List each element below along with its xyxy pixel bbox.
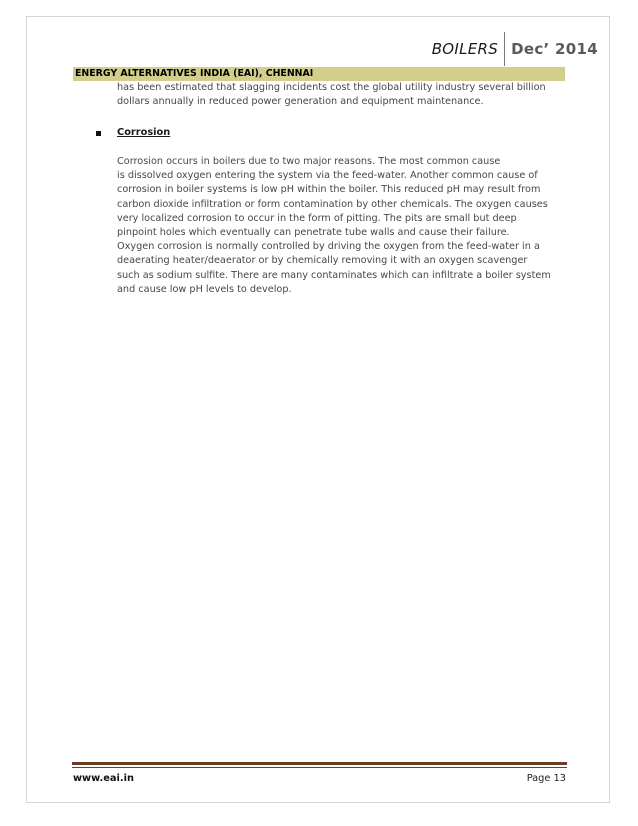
bullet-icon	[96, 131, 101, 136]
section-heading: Corrosion	[117, 127, 171, 138]
page-header	[432, 32, 598, 66]
footer-website-link[interactable]: www.eai.in	[73, 773, 134, 784]
body-line: carbon dioxide infiltration or form contamination by other chemicals. The oxygen causes	[117, 198, 548, 210]
body-line: pinpoint holes which eventually can penetrate tube walls and cause their failure.	[117, 227, 510, 239]
intro-line: dollars annually in reduced power generation and equipment maintenance.	[117, 96, 484, 108]
body-line: deaerating heater/deaerator or by chemically removing it with an oxygen scavenger	[117, 255, 528, 267]
intro-line: has been estimated that slagging incidents cost the global utility industry several billion	[117, 82, 546, 93]
body-line: and cause low pH levels to develop.	[117, 283, 292, 295]
body-line: Corrosion occurs in boilers due to two major reasons. The most common cause	[117, 156, 501, 167]
body-line: Oxygen corrosion is normally controlled by driving the oxygen from the feed-water in a	[117, 241, 540, 253]
footer-rule	[72, 762, 567, 765]
footer-rule-thin	[72, 767, 567, 768]
header-date: Dec’ 2014	[511, 40, 598, 58]
body-line: very localized corrosion to occur in the form of pitting. The pits are small but deep	[117, 212, 517, 224]
body-line: is dissolved oxygen entering the system via the feed-water. Another common cause of	[117, 170, 538, 182]
footer-page-number: Page 13	[526, 773, 566, 784]
intro-paragraph	[117, 81, 567, 109]
section-body	[117, 155, 569, 297]
body-line: such as sodium sulfite. There are many contaminates which can infiltrate a boiler system	[117, 269, 551, 281]
organization-banner: ENERGY ALTERNATIVES INDIA (EAI), CHENNAI	[73, 67, 565, 81]
page-frame	[26, 16, 610, 803]
header-title: BOILERS	[431, 40, 499, 58]
body-line: corrosion in boiler systems is low pH within the boiler. This reduced pH may result from	[117, 184, 541, 196]
